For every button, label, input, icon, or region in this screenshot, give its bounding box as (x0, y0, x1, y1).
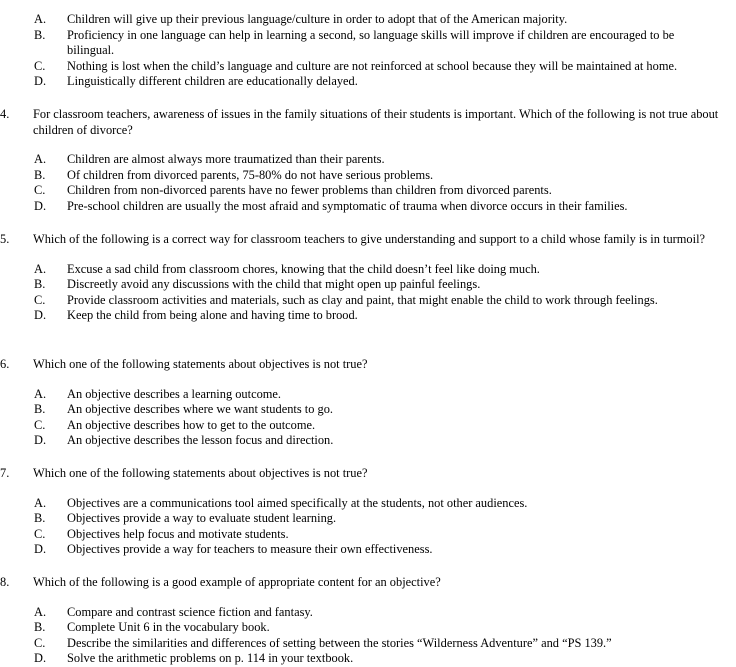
question-number: 5. (0, 232, 10, 246)
option-text: Solve the arithmetic problems on p. 114 in your textbook. (67, 651, 354, 665)
option-letter: D. (34, 198, 47, 213)
option-text: Children are almost always more traumatized than their parents. (67, 152, 385, 166)
option-text: Linguistically different children are educationally delayed. (67, 74, 358, 88)
option-text: Objectives provide a way to evaluate student learning. (67, 511, 337, 525)
option-text: An objective describes where we want students to go. (67, 402, 333, 416)
option-text: Complete Unit 6 in the vocabulary book. (67, 620, 270, 634)
question-8 (0, 575, 736, 667)
option-a (0, 496, 736, 512)
option-letter: C. (34, 58, 46, 73)
question-stem (0, 107, 736, 138)
option-d (0, 651, 736, 667)
option-b (0, 620, 736, 636)
option-b (0, 277, 736, 293)
question-5 (0, 232, 736, 324)
question-stem (0, 232, 736, 248)
question-3-continued (0, 12, 736, 90)
question-text: Which one of the following statements about objectives is not true? (33, 357, 368, 371)
option-b (0, 402, 736, 418)
option-letter: C. (34, 292, 46, 307)
question-6 (0, 357, 736, 449)
option-text: An objective describes how to get to the outcome. (67, 417, 316, 432)
option-letter: B. (34, 620, 46, 634)
option-text: Keep the child from being alone and having time to brood. (67, 308, 358, 322)
question-text: For classroom teachers, awareness of issues in the family situations of their students is important. Which of the following is not true about children of divorce? (33, 107, 719, 137)
option-c (0, 527, 736, 543)
option-letter: B. (34, 402, 46, 416)
option-letter: A. (34, 12, 47, 26)
question-text: Which of the following is a correct way for classroom teachers to give understanding and support to a child whose family is in turmoil? (33, 232, 706, 246)
option-letter: A. (34, 386, 47, 401)
option-text: Objectives provide a way for teachers to measure their own effectiveness. (67, 542, 433, 556)
question-number: 6. (0, 357, 10, 371)
option-text: Nothing is lost when the child’s language and culture are not reinforced at school because they will be maintained at home. (67, 58, 678, 73)
option-c (0, 293, 736, 309)
option-text: Objectives help focus and motivate students. (67, 526, 289, 541)
question-stem (0, 357, 736, 373)
option-c (0, 636, 736, 652)
option-d (0, 308, 736, 324)
option-text: An objective describes the lesson focus and direction. (67, 433, 334, 447)
option-c (0, 418, 736, 434)
option-text: Objectives are a communications tool aimed specifically at the students, not other audiences. (67, 495, 528, 510)
option-text: Discreetly avoid any discussions with the child that might open up painful feelings. (67, 277, 481, 291)
option-text: Excuse a sad child from classroom chores, knowing that the child doesn’t feel like doing much. (67, 261, 540, 276)
option-letter: B. (34, 167, 46, 182)
option-text: Compare and contrast science fiction and fantasy. (67, 604, 313, 619)
option-list (0, 387, 736, 449)
option-letter: C. (34, 417, 46, 432)
option-list (0, 152, 736, 214)
option-text: Children will give up their previous language/culture in order to adopt that of the American majority. (67, 12, 568, 26)
option-letter: A. (34, 495, 47, 510)
option-c (0, 59, 736, 75)
option-text: Provide classroom activities and materials, such as clay and paint, that might enable the child to work through feelings. (67, 292, 658, 307)
option-letter: A. (34, 604, 47, 619)
option-text: Describe the similarities and differences of setting between the stories “Wilderness Adventure” and “PS 139.” (67, 635, 612, 650)
option-a (0, 605, 736, 621)
option-text: Children from non-divorced parents have no fewer problems than children from divorced parents. (67, 183, 552, 197)
option-list (0, 262, 736, 324)
option-letter: A. (34, 152, 47, 166)
option-list (0, 605, 736, 667)
option-letter: D. (34, 74, 47, 88)
option-letter: C. (34, 183, 46, 197)
option-d (0, 433, 736, 449)
option-list (0, 12, 736, 90)
question-text: Which of the following is a good example of appropriate content for an objective? (33, 575, 441, 589)
question-text: Which one of the following statements about objectives is not true? (33, 466, 368, 480)
option-text: Pre-school children are usually the most afraid and symptomatic of trauma when divorce occurs in their families. (67, 198, 628, 213)
option-b (0, 28, 736, 59)
option-b (0, 511, 736, 527)
option-text: Proficiency in one language can help in learning a second, so language skills will improve if children are encouraged to be bilingual. (67, 27, 675, 57)
option-c (0, 183, 736, 199)
option-text: An objective describes a learning outcome. (67, 386, 282, 401)
option-a (0, 262, 736, 278)
option-letter: D. (34, 308, 47, 322)
option-a (0, 152, 736, 168)
question-4 (0, 107, 736, 214)
option-d (0, 74, 736, 90)
option-letter: D. (34, 542, 47, 556)
option-letter: B. (34, 27, 46, 42)
option-letter: B. (34, 511, 46, 525)
option-b (0, 168, 736, 184)
question-number: 8. (0, 575, 10, 589)
question-stem (0, 466, 736, 482)
option-a (0, 387, 736, 403)
question-7 (0, 466, 736, 558)
option-d (0, 199, 736, 215)
option-a (0, 12, 736, 28)
option-list (0, 496, 736, 558)
option-letter: C. (34, 526, 46, 541)
question-stem (0, 575, 736, 591)
option-letter: D. (34, 651, 47, 665)
option-letter: B. (34, 277, 46, 291)
question-number: 4. (0, 107, 10, 121)
option-text: Of children from divorced parents, 75-80% do not have serious problems. (67, 167, 434, 182)
option-letter: C. (34, 635, 46, 650)
option-letter: D. (34, 433, 47, 447)
option-d (0, 542, 736, 558)
question-number: 7. (0, 466, 10, 480)
option-letter: A. (34, 261, 47, 276)
